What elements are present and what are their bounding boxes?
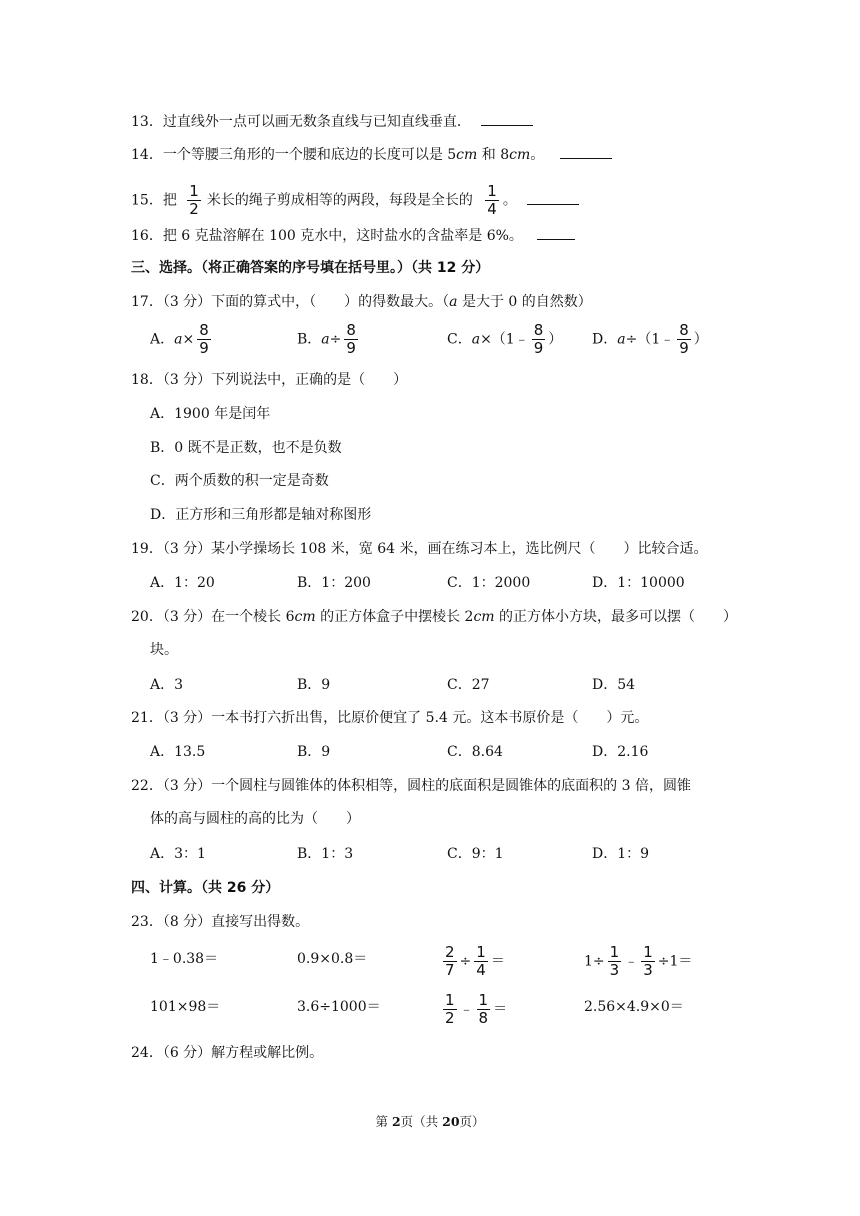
calc-item: 1﹣0.38＝ bbox=[150, 951, 219, 967]
q18-option-b[interactable]: B．0 既不是正数，也不是负数 bbox=[150, 440, 342, 456]
question-22: 22．（3 分）一个圆柱与圆锥体的体积相等，圆柱的底面积是圆锥体的底面积的 3 倍，圆锥 bbox=[131, 778, 691, 794]
question-22-continued: 体的高与圆柱的高的比为（ ） bbox=[150, 811, 360, 827]
calc-item: 3.6÷1000＝ bbox=[297, 999, 381, 1015]
q17-option-c[interactable]: C．a×（1﹣ $\frac{8}{9}$ ） bbox=[447, 321, 563, 357]
answer-blank[interactable] bbox=[481, 112, 533, 126]
q18-option-a[interactable]: A．1900 年是闰年 bbox=[150, 406, 271, 422]
q18-option-d[interactable]: D．正方形和三角形都是轴对称图形 bbox=[150, 507, 372, 523]
q19-option-b[interactable]: B．1：200 bbox=[297, 575, 371, 591]
q21-option-d[interactable]: D．2.16 bbox=[592, 744, 649, 760]
question-17: 17．（3 分）下面的算式中，（ ）的得数最大。（a 是大于 0 的自然数） bbox=[131, 294, 592, 310]
calc-item: 2.56×4.9×0＝ bbox=[584, 999, 684, 1015]
question-24: 24．（6 分）解方程或解比例。 bbox=[131, 1045, 324, 1061]
calc-item: 1÷ $\frac{1}{3}$ ﹣ $\frac{1}{3}$ ÷1＝ bbox=[584, 943, 693, 979]
q17-option-a[interactable]: A．a× $\frac{8}{9}$ bbox=[150, 321, 209, 357]
question-14: 14．一个等腰三角形的一个腰和底边的长度可以是 5cm 和 8cm。 bbox=[131, 145, 612, 165]
section-heading-choice: 三、选择。（将正确答案的序号填在括号里。）（共 12 分） bbox=[131, 260, 490, 276]
q17-option-d[interactable]: D．a÷（1﹣ $\frac{8}{9}$ ） bbox=[592, 321, 708, 357]
q17-option-b[interactable]: B．a÷ $\frac{8}{9}$ bbox=[297, 321, 356, 357]
q18-option-c[interactable]: C．两个质数的积一定是奇数 bbox=[150, 473, 329, 489]
q20-option-d[interactable]: D．54 bbox=[592, 677, 636, 693]
question-20-continued: 块。 bbox=[150, 642, 178, 658]
question-21: 21．（3 分）一本书打六折出售，比原价便宜了 5.4 元。这本书原价是（ ）元。 bbox=[131, 710, 649, 726]
question-19: 19．（3 分）某小学操场长 108 米，宽 64 米，画在练习本上，选比例尺（ ）比较合适。 bbox=[131, 541, 708, 557]
q20-option-b[interactable]: B．9 bbox=[297, 677, 331, 693]
answer-blank[interactable] bbox=[560, 145, 612, 159]
question-15: 15．把 $\frac{1}{2}$ 米长的绳子剪成相等的两段，每段是全长的 $\frac{1}{4}$ 。 bbox=[131, 184, 579, 217]
question-13: 13．过直线外一点可以画无数条直线与已知直线垂直． bbox=[131, 112, 533, 132]
fraction: $\frac{1}{4}$ bbox=[487, 182, 497, 218]
answer-blank[interactable] bbox=[527, 191, 579, 205]
question-20: 20．（3 分）在一个棱长 6cm 的正方体盒子中摆棱长 2cm 的正方体小方块，最多可以摆（ ） bbox=[131, 609, 738, 625]
q19-option-a[interactable]: A．1：20 bbox=[150, 575, 215, 591]
question-18: 18．（3 分）下列说法中，正确的是（ ） bbox=[131, 372, 408, 388]
q20-option-c[interactable]: C．27 bbox=[447, 677, 490, 693]
calc-item: $\frac{2}{7}$ ÷ $\frac{1}{4}$ ＝ bbox=[445, 943, 505, 979]
answer-blank[interactable] bbox=[537, 226, 575, 240]
calc-item: 0.9×0.8＝ bbox=[297, 951, 368, 967]
q21-option-b[interactable]: B．9 bbox=[297, 744, 331, 760]
q22-option-b[interactable]: B．1：3 bbox=[297, 846, 354, 862]
q19-option-d[interactable]: D．1：10000 bbox=[592, 575, 685, 591]
page-footer: 第 2页（共 20页） bbox=[375, 1114, 485, 1129]
page-total: 20 bbox=[442, 1114, 460, 1129]
q22-option-a[interactable]: A．3：1 bbox=[150, 846, 206, 862]
fraction: $\frac{1}{2}$ bbox=[189, 182, 199, 218]
section-heading-calc: 四、计算。（共 26 分） bbox=[131, 880, 280, 896]
question-23: 23．（8 分）直接写出得数。 bbox=[131, 914, 310, 930]
question-16: 16．把 6 克盐溶解在 100 克水中，这时盐水的含盐率是 6%。 bbox=[131, 226, 575, 246]
q21-option-c[interactable]: C．8.64 bbox=[447, 744, 503, 760]
page-number: 2 bbox=[391, 1114, 401, 1129]
q22-option-c[interactable]: C．9：1 bbox=[447, 846, 504, 862]
q22-option-d[interactable]: D．1：9 bbox=[592, 846, 650, 862]
q19-option-c[interactable]: C．1：2000 bbox=[447, 575, 531, 591]
q21-option-a[interactable]: A．13.5 bbox=[150, 744, 206, 760]
q20-option-a[interactable]: A．3 bbox=[150, 677, 184, 693]
calc-item: $\frac{1}{2}$ ﹣ $\frac{1}{8}$ ＝ bbox=[445, 991, 508, 1027]
calc-item: 101×98＝ bbox=[150, 999, 221, 1015]
